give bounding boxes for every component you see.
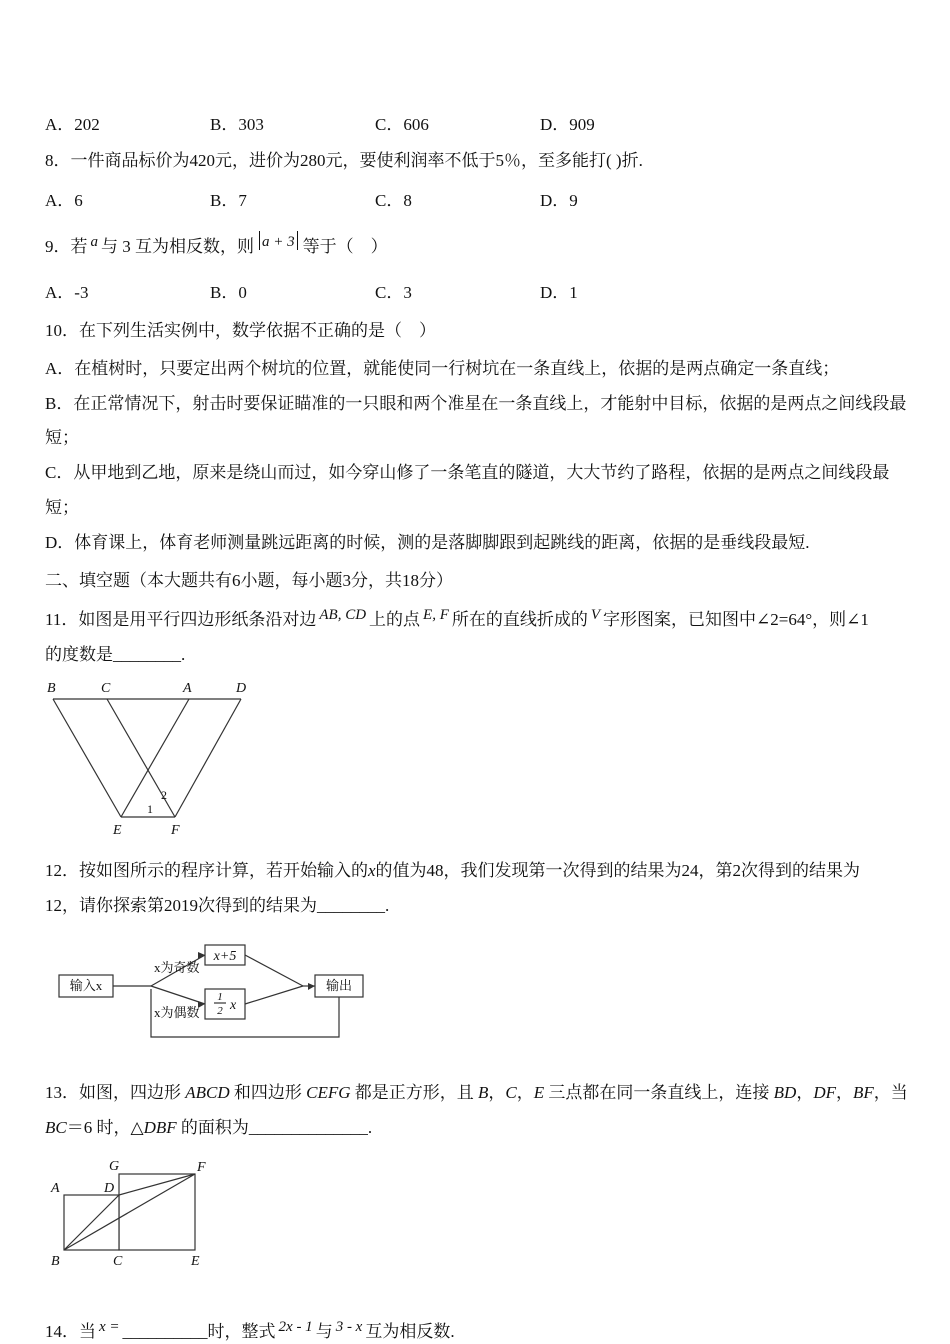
math-segment: BF xyxy=(853,1083,874,1103)
fig12-frac-numerator: 1 xyxy=(217,991,223,1004)
text-segment: ，当 xyxy=(873,1083,908,1103)
fig11-label-F: F xyxy=(171,823,180,839)
math-segment: DF xyxy=(813,1083,836,1103)
question-9-stem xyxy=(45,233,910,262)
text-segment: ， xyxy=(836,1083,853,1103)
fig13-label-A: A xyxy=(51,1180,60,1196)
text-segment: 互为相反数. xyxy=(365,1321,455,1341)
question-7-options xyxy=(45,110,910,135)
question-12-line1 xyxy=(45,857,910,886)
math-segment: CEFG xyxy=(306,1083,351,1103)
fig13-label-B: B xyxy=(51,1253,60,1269)
absolute-value-expression: a + 3 xyxy=(254,234,303,250)
q10-option-b: B．在正常情况下，射击时要保证瞄准的一只眼和两个准星在一条直线上，才能射中目标，依据的是两点之间线段最短； xyxy=(45,393,907,448)
q8-option-c: C．8 xyxy=(375,190,412,210)
text-segment: ， xyxy=(488,1083,506,1103)
figure-q13-squares xyxy=(49,1159,249,1274)
figure-q12-flowchart xyxy=(55,937,395,1049)
math-segment: BC xyxy=(45,1118,67,1138)
text-segment: 三点都在同一条直线上，连接 xyxy=(544,1083,774,1103)
q7-option-d: D．909 xyxy=(540,115,595,134)
math-segment: DBF xyxy=(143,1118,177,1138)
question-8-stem: 8．一件商品标价为420元，进价为280元，要使利润率不低于5％，至多能打( )折. xyxy=(45,151,643,170)
text-segment: 9．若 xyxy=(45,236,88,256)
fig11-label-E: E xyxy=(113,823,122,839)
fig11-label-B: B xyxy=(47,681,56,697)
text-segment: 和四边形 xyxy=(229,1083,307,1103)
fig11-label-C: C xyxy=(101,681,111,697)
question-10-options xyxy=(45,352,910,561)
fig12-output-box-label: 输出 xyxy=(325,978,353,994)
fig11-label-A: A xyxy=(183,681,192,697)
fig13-label-F: F xyxy=(197,1159,206,1175)
math-segment: x xyxy=(368,861,376,881)
q10-option-c: C．从甲地到乙地，原来是绕山而过，如今穿山修了一条笔直的隧道，大大节约了路程，依据的是两点之间线段最短； xyxy=(45,463,890,518)
q9-option-d: D．1 xyxy=(540,282,578,302)
question-10-stem: 10．在下列生活实例中，数学依据不正确的是（ ） xyxy=(45,320,436,340)
fig13-label-C: C xyxy=(113,1253,123,1269)
question-9-options xyxy=(45,278,910,303)
fig12-even-branch-label: x为偶数 xyxy=(154,1005,200,1021)
text-segment: 等于（ ） xyxy=(302,236,388,256)
text-segment: 与 3 互为相反数，则 xyxy=(101,236,254,256)
text-segment: 所在的直线折成的 xyxy=(451,609,588,629)
q9-option-b: B．0 xyxy=(210,282,247,302)
q7-option-b: B．303 xyxy=(210,115,264,134)
fig12-odd-branch-label: x为奇数 xyxy=(154,960,200,976)
math-segment: E, F xyxy=(423,606,449,623)
question-11-line2: 的度数是________. xyxy=(45,644,186,664)
math-segment: AB, CD xyxy=(319,606,367,623)
question-13-line2 xyxy=(45,1114,910,1143)
text-segment: 与 xyxy=(315,1321,333,1341)
text-segment: 的面积为______________. xyxy=(176,1118,373,1138)
question-12-line2: 12，请你探索第2019次得到的结果为________. xyxy=(45,896,390,916)
fig13-label-G: G xyxy=(109,1158,120,1174)
fig12-frac-x: x xyxy=(230,998,237,1014)
text-segment: ， xyxy=(796,1083,814,1103)
question-11-line1 xyxy=(45,606,910,635)
fig13-label-E: E xyxy=(191,1253,200,1269)
text-segment: 12．按如图所示的程序计算，若开始输入的 xyxy=(45,861,368,881)
math-segment: 3 - x xyxy=(335,1318,363,1335)
math-segment: C xyxy=(505,1083,517,1103)
math-segment: E xyxy=(533,1083,545,1103)
figure-q11-v-shape xyxy=(43,677,303,843)
math-segment: x = xyxy=(99,1318,120,1335)
text-segment: 字形图案，已知图中∠2=64°，则∠1 xyxy=(603,609,869,629)
fig11-angle-2: 2 xyxy=(161,788,167,803)
fig13-label-D: D xyxy=(104,1180,115,1196)
q8-option-b: B．7 xyxy=(210,190,247,210)
math-segment: 2x - 1 xyxy=(278,1318,313,1335)
question-13-line1 xyxy=(45,1079,910,1108)
q9-option-a: A．-3 xyxy=(45,282,89,302)
text-segment: __________时，整式 xyxy=(122,1321,276,1341)
q7-option-a: A．202 xyxy=(45,115,100,134)
question-8-options xyxy=(45,186,910,211)
text-segment: 13．如图，四边形 xyxy=(45,1083,186,1103)
text-segment: ， xyxy=(516,1083,534,1103)
text-segment: 上的点 xyxy=(369,609,421,629)
section-2-header: 二、填空题（本大题共有6小题，每小题3分，共18分） xyxy=(45,570,453,590)
q9-option-c: C．3 xyxy=(375,282,412,302)
math-segment: ABCD xyxy=(185,1083,230,1103)
fig12-odd-op-label: x+5 xyxy=(213,949,237,965)
math-segment: BD xyxy=(773,1083,797,1103)
text-segment: ＝6 时，△ xyxy=(66,1118,144,1138)
math-segment: a xyxy=(90,233,98,250)
question-14-stem xyxy=(45,1318,910,1344)
q8-option-a: A．6 xyxy=(45,190,83,210)
q10-option-d: D．体育课上，体育老师测量跳远距离的时候，测的是落脚脚跟到起跳线的距离，依据的是垂线段最短. xyxy=(45,532,810,552)
q10-option-a: A．在植树时，只要定出两个树坑的位置，就能使同一行树坑在一条直线上，依据的是两点确定一条直线； xyxy=(45,358,840,378)
fig12-frac-denominator: 2 xyxy=(217,1005,223,1018)
q7-option-c: C．606 xyxy=(375,115,429,134)
fig12-input-box-label: 输入x xyxy=(69,978,103,994)
fig11-label-D: D xyxy=(236,681,247,697)
q8-option-d: D．9 xyxy=(540,190,578,210)
math-segment: V xyxy=(590,606,601,623)
text-segment: 11．如图是用平行四边形纸条沿对边 xyxy=(45,609,317,629)
fig11-angle-1: 1 xyxy=(147,802,153,817)
math-segment: B xyxy=(478,1083,489,1103)
text-segment: 都是正方形，且 xyxy=(350,1083,479,1103)
text-segment: 14．当 xyxy=(45,1321,96,1341)
text-segment: 的值为48，我们发现第一次得到的结果为24，第2次得到的结果为 xyxy=(375,861,861,881)
